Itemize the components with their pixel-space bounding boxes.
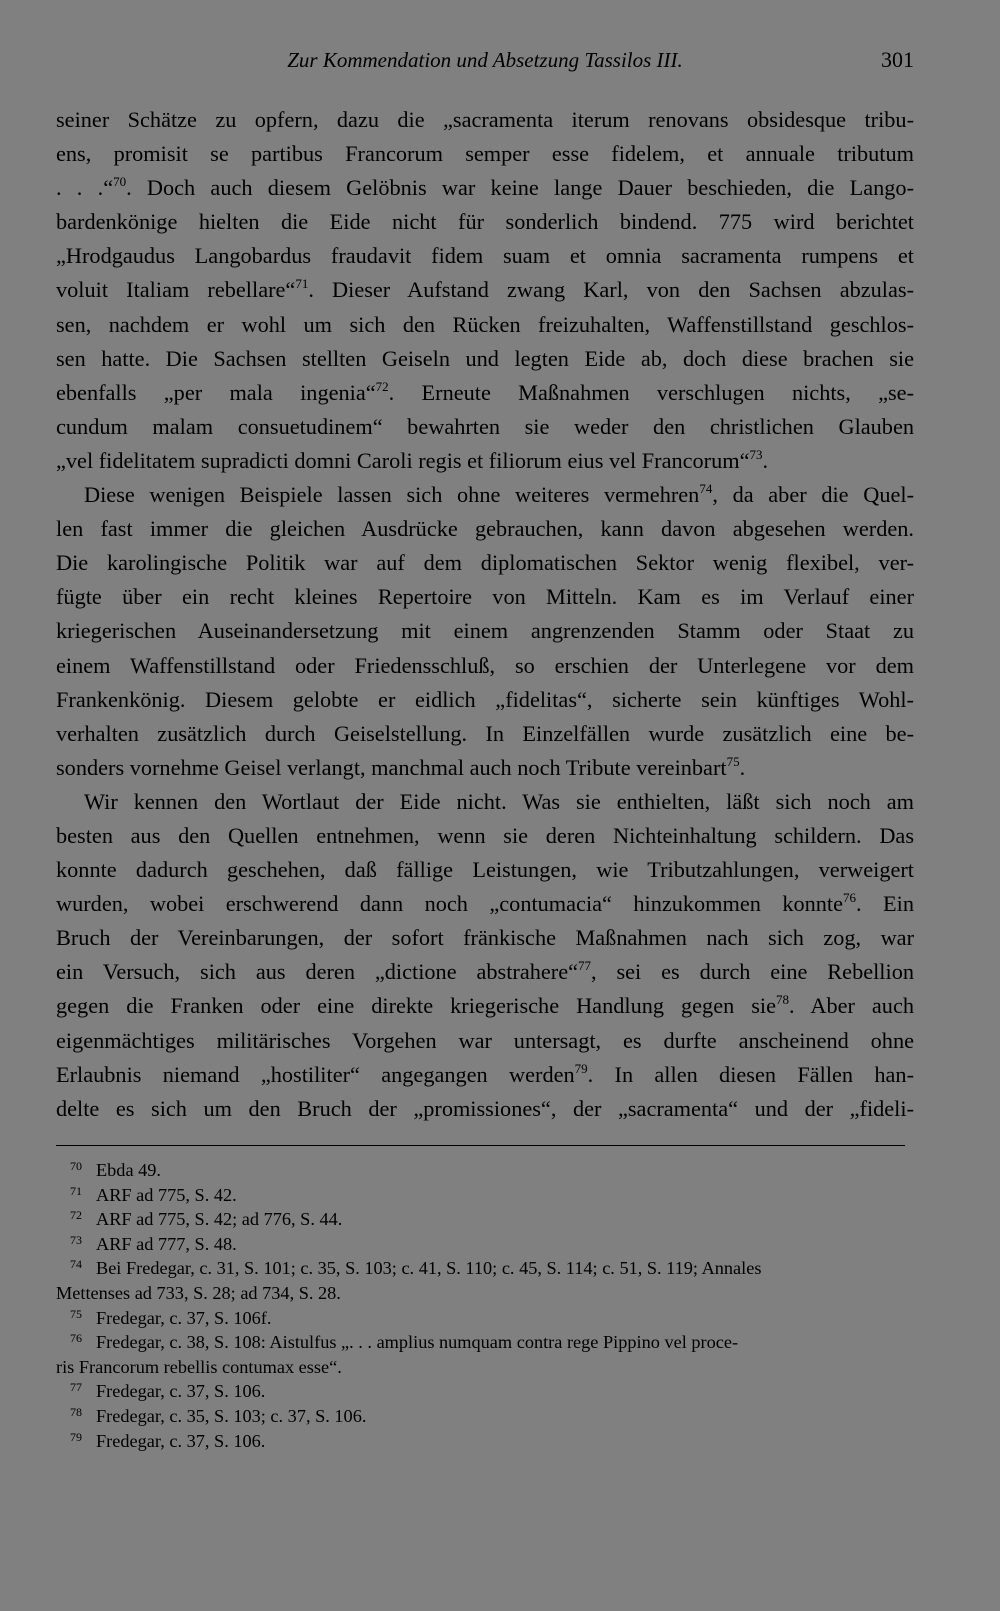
body-text-segment: . Aber auch: [789, 993, 915, 1019]
footnote-text: ARF ad 777, S. 48.: [96, 1233, 237, 1254]
footnote-separator: [56, 1145, 905, 1146]
footnote-reference[interactable]: 78: [776, 992, 790, 1008]
body-text-segment: delte es sich um den Bruch der „promissiones“, der „sacramenta“ und der „fideli-: [56, 1095, 914, 1121]
body-text-segment: sen, nachdem er wohl um sich den Rücken freizuhalten, Waffenstillstand geschlos-: [56, 311, 914, 337]
body-text-segment: seiner Schätze zu opfern, dazu die „sacramenta iterum renovans obsidesque tribu-: [56, 107, 914, 132]
body-text-segment: konnte dadurch geschehen, daß fällige Leistungen, wie Tributzahlungen, verweigert: [56, 857, 914, 883]
body-line: [56, 955, 914, 989]
footnote-reference[interactable]: 76: [843, 890, 857, 906]
body-line: [56, 137, 914, 171]
footnote-79: [56, 1429, 914, 1454]
body-line: [56, 1092, 914, 1126]
body-text-segment: .: [739, 754, 746, 780]
page-header: [56, 44, 914, 76]
body-line: [56, 717, 914, 751]
body-line: [56, 751, 914, 785]
body-text-segment: gegen die Franken oder eine direkte kriegerische Handlung gegen sie: [56, 993, 777, 1019]
footnote-78: [56, 1404, 914, 1429]
body-line: [56, 580, 914, 614]
body-text-segment: Frankenkönig. Diesem gelobte er eidlich „fidelitas“, sicherte sein künftiges Wohl-: [56, 686, 914, 712]
footnote-number-label: 78: [70, 1404, 82, 1419]
page-number: 301: [881, 47, 914, 72]
body-text-segment: Die karolingische Politik war auf dem diplomatischen Sektor wenig flexibel, ver-: [56, 550, 914, 576]
body-text-segment: sonders vornehme Geisel verlangt, manchmal auch noch Tribute vereinbart: [56, 754, 727, 780]
footnote-number: [56, 1256, 96, 1281]
footnote-reference[interactable]: 74: [699, 481, 713, 497]
body-line: [56, 1024, 914, 1058]
footnote-text: Fredegar, c. 35, S. 103; c. 37, S. 106.: [96, 1405, 367, 1426]
footnote-number: [56, 1429, 96, 1454]
footnote-number-label: 73: [70, 1232, 82, 1247]
body-line: [56, 989, 914, 1023]
body-text-segment: .: [762, 447, 769, 473]
body-text-segment: wurden, wobei erschwerend dann noch „contumacia“ hinzukommen konnte: [56, 891, 844, 917]
body-line: [56, 171, 914, 205]
footnote-number-label: 75: [70, 1306, 82, 1321]
footnote-text: ARF ad 775, S. 42; ad 776, S. 44.: [96, 1209, 343, 1230]
running-title: Zur Kommendation und Absetzung Tassilos III.: [287, 48, 683, 72]
footnotes: [56, 1158, 914, 1453]
body-text-segment: kriegerischen Auseinandersetzung mit einem angrenzenden Stamm oder Staat zu: [56, 618, 914, 644]
footnote-text: Fredegar, c. 38, S. 108: Aistulfus „. . . amplius numquam contra rege Pippino vel proce-: [96, 1332, 739, 1353]
body-line: [56, 342, 914, 376]
body-line: [56, 887, 914, 921]
body-text-segment: . Ein: [856, 891, 914, 917]
body-text-segment: . In allen diesen Fällen han-: [587, 1061, 914, 1087]
body-text-segment: Bruch der Vereinbarungen, der sofort fränkische Maßnahmen nach sich zog, war: [56, 925, 914, 951]
body-line: [56, 239, 914, 273]
footnote-number-label: 71: [70, 1183, 82, 1198]
footnote-number-label: 76: [70, 1331, 82, 1346]
body-line: [56, 478, 914, 512]
footnote-reference[interactable]: 77: [578, 958, 591, 974]
body-line: [56, 1058, 914, 1092]
body-text-segment: Wir kennen den Wortlaut der Eide nicht. Was sie enthielten, läßt sich noch am: [84, 788, 914, 814]
body-text-segment: len fast immer die gleichen Ausdrücke gebrauchen, kann davon abgesehen werden.: [56, 516, 914, 542]
footnote-number: [56, 1207, 96, 1232]
body-text-segment: cundum malam consuetudinem“ bewahrten sie weder den christlichen Glauben: [56, 413, 914, 439]
footnote-72: [56, 1207, 914, 1232]
body-text-segment: verhalten zusätzlich durch Geiselstellung. In Einzelfällen wurde zusätzlich eine be-: [56, 720, 914, 746]
footnote-70: [56, 1158, 914, 1183]
body-line: [56, 512, 914, 546]
footnote-reference[interactable]: 73: [749, 446, 763, 462]
body-text-segment: „Hrodgaudus Langobardus fraudavit fidem suam et omnia sacramenta rumpens et: [56, 243, 914, 269]
footnote-reference[interactable]: 75: [726, 753, 740, 769]
body-text-segment: sen hatte. Die Sachsen stellten Geiseln und legten Eide ab, doch diese brachen sie: [56, 345, 914, 371]
footnote-number: [56, 1232, 96, 1257]
body-text-segment: eigenmächtiges militärisches Vorgehen war untersagt, es durfte anscheinend ohne: [56, 1027, 914, 1053]
body-text-segment: . Dieser Aufstand zwang Karl, von den Sachsen abzulas-: [308, 277, 914, 303]
body-line: [56, 614, 914, 648]
body-line: [56, 205, 914, 239]
body-text-segment: ens, promisit se partibus Francorum semper esse fidelem, et annuale tributum: [56, 141, 914, 167]
footnote-text: Bei Fredegar, c. 31, S. 101; c. 35, S. 103; c. 41, S. 110; c. 45, S. 114; c. 51, S. 119; Annales: [96, 1258, 762, 1279]
footnote-text: Ebda 49.: [96, 1160, 161, 1180]
footnote-number-label: 70: [70, 1159, 82, 1173]
footnote-number: [56, 1330, 96, 1355]
body-line: [56, 546, 914, 580]
footnote-number-label: 74: [70, 1257, 82, 1272]
body-line: [56, 785, 914, 819]
body-line: [56, 103, 914, 137]
footnote-text: Fredegar, c. 37, S. 106f.: [96, 1307, 272, 1328]
footnote-number: [56, 1306, 96, 1331]
body-text-segment: bardenkönige hielten die Eide nicht für sonderlich bindend. 775 wird berichtet: [56, 209, 914, 235]
body-line: [56, 649, 914, 683]
body-text-segment: , sei es durch eine Rebellion: [591, 959, 914, 985]
body-text-segment: voluit Italiam rebellare“: [56, 277, 296, 303]
body-text-segment: . Erneute Maßnahmen verschlugen nichts, „se-: [388, 379, 915, 405]
body-line: [56, 921, 914, 955]
body-line: [56, 308, 914, 342]
body-text-segment: Erlaubnis niemand „hostiliter“ angegangen werden: [56, 1061, 575, 1087]
body-text-segment: ebenfalls „per mala ingenia“: [56, 379, 376, 405]
footnote-continuation: Mettenses ad 733, S. 28; ad 734, S. 28.: [56, 1282, 341, 1303]
footnote-74: [56, 1256, 914, 1281]
body-line: [56, 853, 914, 887]
body-text-segment: , da aber die Quel-: [712, 482, 914, 508]
body-line: [56, 410, 914, 444]
footnote-number-label: 79: [70, 1429, 82, 1444]
footnote-text: Fredegar, c. 37, S. 106.: [96, 1430, 266, 1451]
footnote-number: [56, 1183, 96, 1208]
footnote-reference[interactable]: 79: [574, 1060, 588, 1076]
body-line: [56, 444, 914, 478]
body-text-segment: „vel fidelitatem supradicti domni Caroli regis et filiorum eius vel Francorum“: [56, 447, 750, 473]
body-text-segment: . Doch auch diesem Gelöbnis war keine lange Dauer beschieden, die Lango-: [126, 175, 914, 201]
footnote-76: [56, 1330, 914, 1355]
footnote-number: [56, 1404, 96, 1429]
footnote-73: [56, 1232, 914, 1257]
footnote-number-label: 77: [70, 1380, 82, 1395]
footnote-text: ARF ad 775, S. 42.: [96, 1184, 237, 1205]
body-line: [56, 819, 914, 853]
footnote-reference[interactable]: 71: [295, 276, 309, 292]
footnote-number: [56, 1158, 96, 1183]
body-line: [56, 273, 914, 307]
body-line: [56, 376, 914, 410]
footnote-reference[interactable]: 72: [375, 378, 389, 394]
body-text-segment: einem Waffenstillstand oder Friedensschluß, so erschien der Unterlegene vor dem: [56, 652, 914, 678]
footnote-71: [56, 1183, 914, 1208]
body-text-segment: Diese wenigen Beispiele lassen sich ohne weiteres vermehren: [84, 482, 700, 508]
body-text-segment: besten aus den Quellen entnehmen, wenn sie deren Nichteinhaltung schildern. Das: [56, 822, 914, 848]
body-text-segment: ein Versuch, sich aus deren „dictione abstrahere“: [56, 959, 578, 985]
body-line: [56, 683, 914, 717]
footnote-text: Fredegar, c. 37, S. 106.: [96, 1381, 266, 1402]
footnote-number-label: 72: [70, 1208, 82, 1223]
body-text-segment: . . .“: [56, 175, 114, 201]
footnote-77: [56, 1379, 914, 1404]
footnote-continuation: ris Francorum rebellis contumax esse“.: [56, 1356, 342, 1377]
footnote-75: [56, 1306, 914, 1331]
body-text-segment: fügte über ein recht kleines Repertoire von Mitteln. Kam es im Verlauf einer: [56, 584, 914, 610]
body-text: [56, 103, 914, 1126]
footnote-reference[interactable]: 70: [113, 174, 127, 190]
footnote-number: [56, 1379, 96, 1404]
